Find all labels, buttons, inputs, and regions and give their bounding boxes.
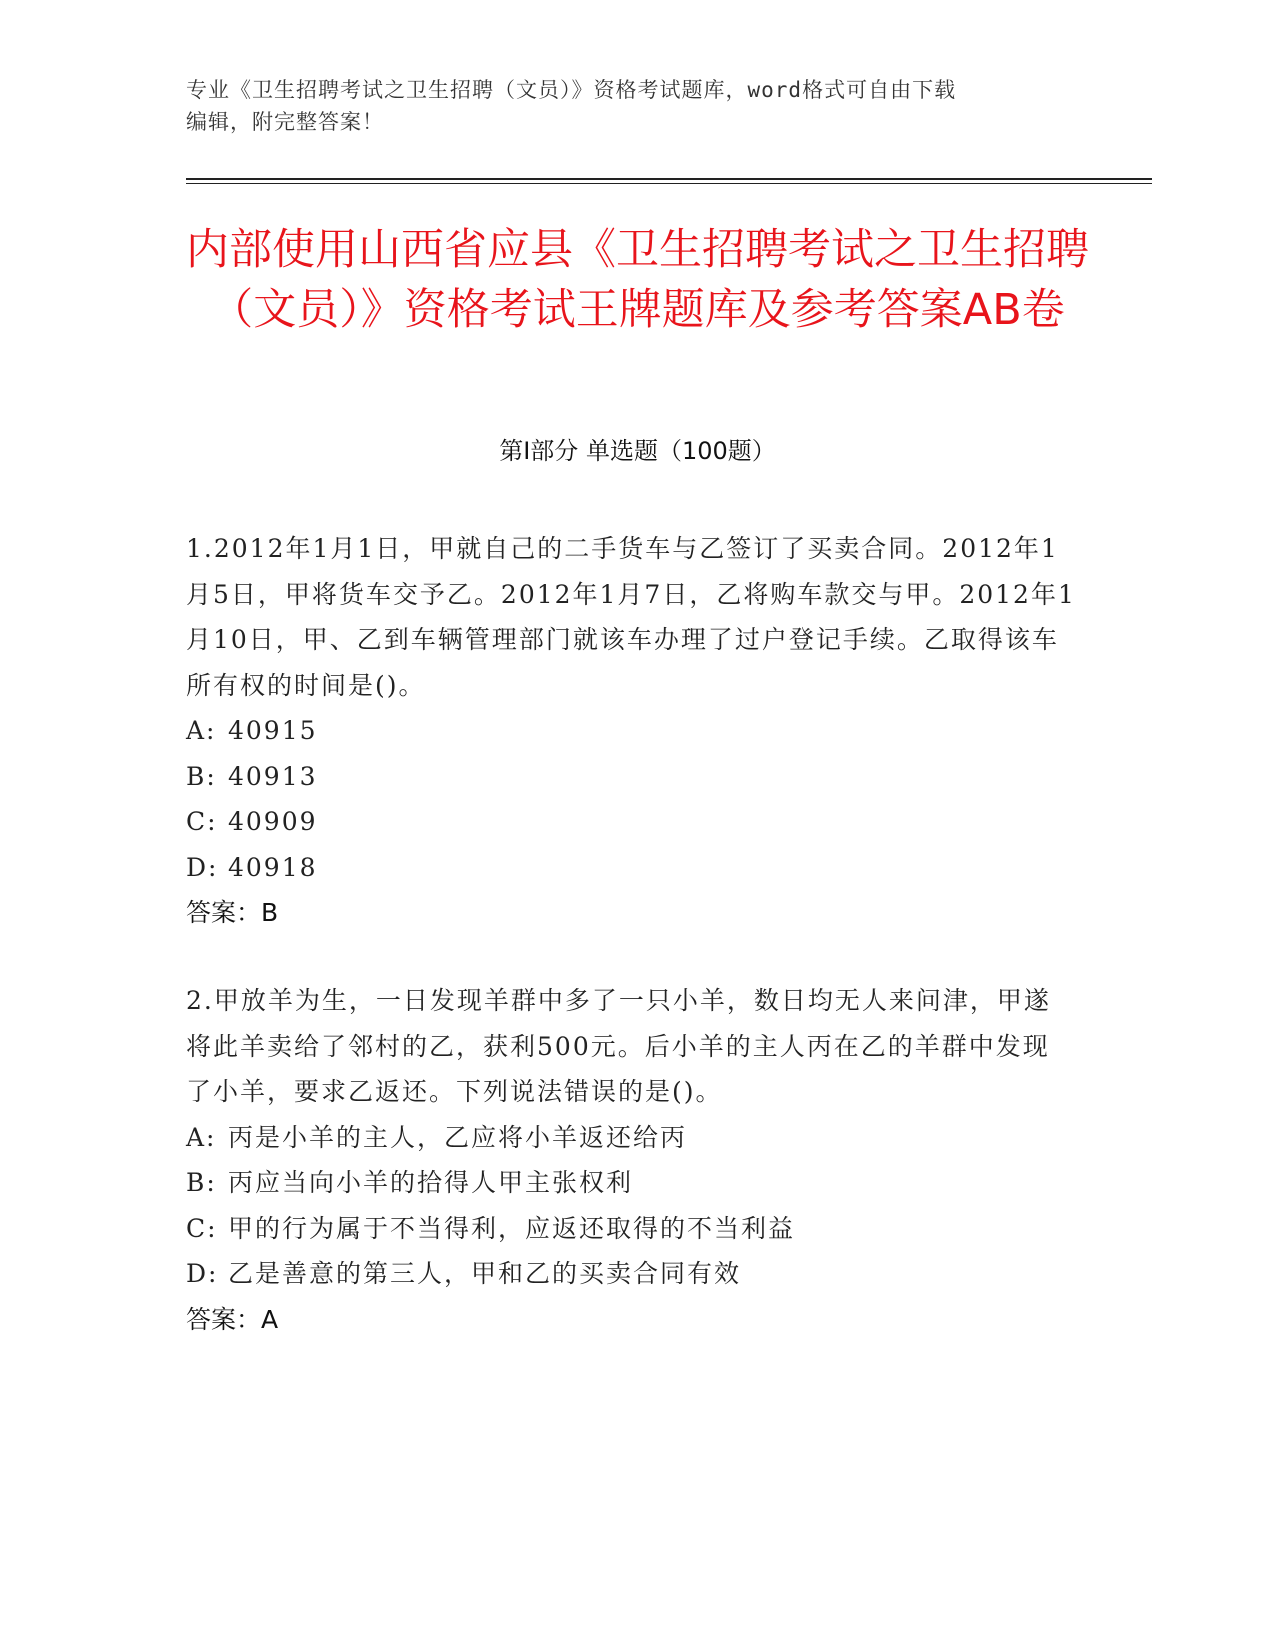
question-2 — [186, 978, 1076, 1342]
question-stem: 2.甲放羊为生，一日发现羊群中多了一只小羊，数日均无人来问津，甲遂将此羊卖给了邻村的乙，获利500元。后小羊的主人丙在乙的羊群中发现了小羊，要求乙返还。下列说法错误的是()。 — [186, 986, 1051, 1106]
option-text: 乙是善意的第三人，甲和乙的买卖合同有效 — [228, 1259, 742, 1288]
document-title: 内部使用山西省应县《卫生招聘考试之卫生招聘（文员）》资格考试王牌题库及参考答案AB卷 — [186, 225, 1089, 335]
option-text: 丙应当向小羊的拾得人甲主张权利 — [228, 1168, 634, 1197]
option-text: 甲的行为属于不当得利，应返还取得的不当利益 — [228, 1213, 796, 1243]
question-stem: 1.2012年1月1日，甲就自己的二手货车与乙签订了买卖合同。2012年1月5日，甲将货车交予乙。2012年1月7日，乙将购车款交与甲。2012年1月10日，甲、乙到车辆管理部门就该车办理了过户登记手续。乙取得该车所有权的时间是()。 — [186, 534, 1076, 700]
question-1 — [186, 526, 1076, 936]
header-divider-thick — [186, 178, 1152, 180]
option-letter: C: — [186, 807, 218, 836]
option-list — [186, 708, 1076, 890]
option-d — [186, 1251, 1076, 1297]
section-title: 第Ⅰ部分 单选题（100题） — [499, 437, 776, 465]
option-letter: C: — [186, 1213, 218, 1243]
option-letter: D: — [186, 852, 219, 882]
option-b — [186, 754, 1076, 800]
option-b — [186, 1160, 1076, 1206]
page-header — [186, 74, 1086, 138]
option-text: 40918 — [228, 852, 318, 882]
option-a — [186, 708, 1076, 754]
option-d — [186, 845, 1076, 891]
option-c — [186, 799, 1076, 845]
header-line-1: 专业《卫生招聘考试之卫生招聘（文员）》资格考试题库，word格式可自由下载 — [186, 78, 957, 102]
option-text: 40915 — [228, 716, 318, 745]
option-list — [186, 1115, 1076, 1297]
option-text: 40913 — [228, 761, 318, 791]
option-letter: B: — [186, 1168, 217, 1197]
option-letter: D: — [186, 1259, 219, 1288]
answer: 答案：A — [186, 1304, 279, 1334]
header-line-2: 编辑，附完整答案！ — [186, 110, 384, 134]
option-c — [186, 1206, 1076, 1252]
option-text: 丙是小羊的主人，乙应将小羊返还给丙 — [228, 1122, 688, 1152]
header-divider-thin — [186, 183, 1152, 184]
option-a — [186, 1115, 1076, 1161]
option-text: 40909 — [228, 807, 318, 836]
option-letter: B: — [186, 761, 217, 791]
answer: 答案：B — [186, 898, 279, 927]
option-letter: A: — [186, 1122, 217, 1152]
option-letter: A: — [186, 716, 217, 745]
